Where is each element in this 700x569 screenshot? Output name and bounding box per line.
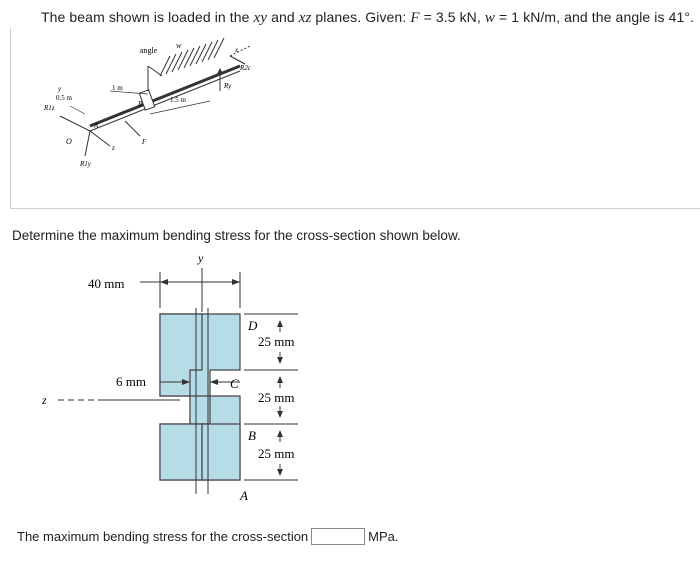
- question-text: Determine the maximum bending stress for the cross-section shown below.: [12, 228, 461, 243]
- plane-xy: xy: [253, 10, 268, 26]
- cross-section-diagram: [40, 248, 340, 508]
- label-z-axis: z: [112, 144, 115, 152]
- label-r2y: Ry: [224, 82, 232, 90]
- beam-diagram: [30, 36, 270, 186]
- dim-25mm-top: 25 mm: [258, 334, 295, 349]
- dim-25mm-bottom: 25 mm: [258, 446, 295, 461]
- label-6mm: 6 mm: [116, 374, 146, 389]
- answer-unit: MPa.: [368, 529, 399, 544]
- label-centroid-c: C: [230, 376, 239, 391]
- bending-stress-input[interactable]: [311, 528, 365, 545]
- label-angle: angle: [140, 46, 158, 55]
- label-r2z: R2c: [240, 64, 251, 72]
- label-1m: 1 m: [112, 84, 123, 92]
- force-symbol: F: [410, 10, 420, 26]
- answer-prompt: The maximum bending stress for the cross-section: [17, 529, 309, 544]
- problem-text: The beam shown is loaded in the: [41, 9, 254, 25]
- label-point-a: A: [94, 122, 99, 130]
- label-z-axis: z: [42, 393, 47, 407]
- cross-section-shape: [160, 314, 240, 480]
- label-0-5m: 0.5 m: [56, 94, 72, 102]
- problem-text: planes. Given:: [311, 9, 411, 25]
- label-point-b: B: [248, 428, 256, 443]
- label-w: w: [176, 41, 182, 50]
- label-origin: O: [66, 137, 72, 146]
- plane-xz: xz: [298, 10, 312, 26]
- label-r1y: R1y: [80, 160, 91, 168]
- label-y-axis: y: [198, 251, 204, 265]
- load-symbol: w: [484, 10, 495, 26]
- distributed-load: [160, 38, 224, 76]
- label-point-d: D: [248, 318, 258, 333]
- problem-statement: [41, 9, 694, 27]
- answer-row: [17, 528, 399, 545]
- problem-text: and: [267, 9, 299, 25]
- force-value: = 3.5 kN,: [419, 9, 485, 25]
- label-point-b: B: [138, 100, 143, 108]
- label-point-a: A: [240, 488, 248, 503]
- label-x: x: [235, 46, 239, 54]
- load-value: = 1 kN/m, and the angle is 41°.: [494, 9, 695, 25]
- label-40mm: 40 mm: [88, 276, 125, 291]
- dim-25mm-middle: 25 mm: [258, 390, 295, 405]
- label-force-f: F: [142, 138, 147, 146]
- label-1-5m: 1.5 m: [170, 96, 186, 104]
- label-r1z: R1z: [44, 104, 55, 112]
- label-y-axis: y: [58, 85, 62, 93]
